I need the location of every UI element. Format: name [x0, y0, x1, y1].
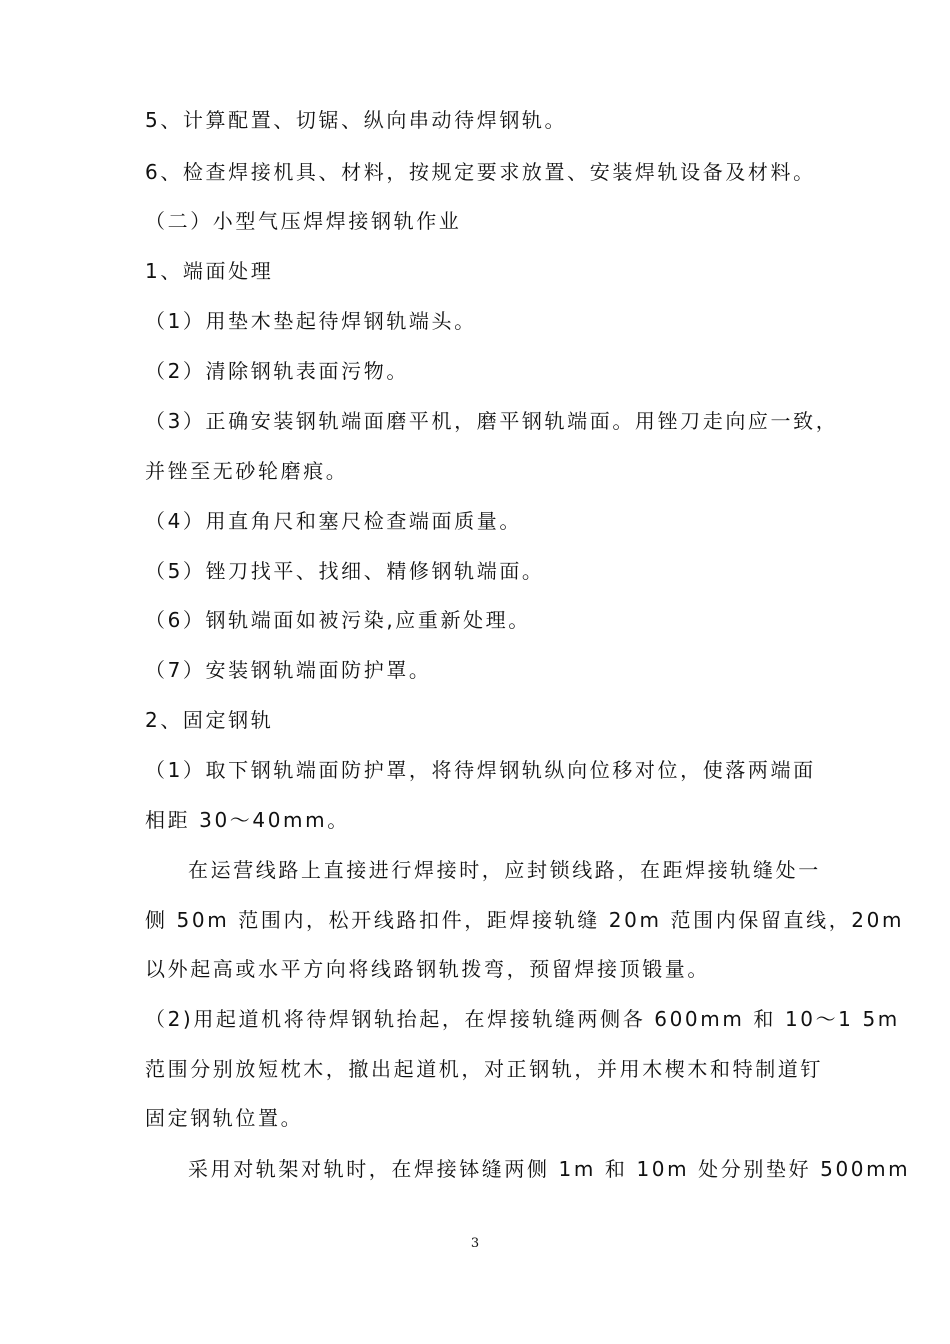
text-line: （6）钢轨端面如被污染,应重新处理。	[145, 608, 531, 632]
text-line: 固定钢轨位置。	[145, 1106, 304, 1130]
text-line: 5、计算配置、切锯、纵向串动待焊钢轨。	[145, 108, 568, 132]
text-line: （1）用垫木垫起待焊钢轨端头。	[145, 309, 477, 333]
subsection-heading: 1、端面处理	[145, 259, 274, 283]
page-number: 3	[470, 1236, 480, 1251]
text-line: （1）取下钢轨端面防护罩，将待焊钢轨纵向位移对位，使落两端面	[145, 758, 816, 782]
paragraph-line: 采用对轨架对轨时，在焊接钵缝两侧 1m 和 10m 处分别垫好 500mm	[188, 1157, 911, 1181]
subsection-heading: 2、固定钢轨	[145, 708, 274, 732]
paragraph-line: 在运营线路上直接进行焊接时，应封锁线路，在距焊接轨缝处一	[188, 858, 821, 882]
text-line: 相距 30～40mm。	[145, 808, 350, 832]
text-line: （2)用起道机将待焊钢轨抬起，在焊接轨缝两侧各 600mm 和 10～1 5m	[145, 1007, 900, 1031]
text-line: （2）清除钢轨表面污物。	[145, 359, 409, 383]
section-heading: （二）小型气压焊焊接钢轨作业	[145, 209, 462, 233]
text-line: 范围分别放短枕木，撤出起道机，对正钢轨，并用木楔木和特制道钉	[145, 1057, 823, 1081]
text-line: （7）安装钢轨端面防护罩。	[145, 658, 432, 682]
text-line: 6、检查焊接机具、材料，按规定要求放置、安装焊轨设备及材料。	[145, 160, 816, 184]
text-line: （4）用直角尺和塞尺检查端面质量。	[145, 509, 522, 533]
text-line: （5）锉刀找平、找细、精修钢轨端面。	[145, 559, 545, 583]
text-line: 并锉至无砂轮磨痕。	[145, 459, 349, 483]
text-line: 以外起高或水平方向将线路钢轨拨弯，预留焊接顶锻量。	[145, 957, 710, 981]
text-line: 侧 50m 范围内，松开线路扣件，距焊接轨缝 20m 范围内保留直线，20m	[145, 908, 905, 932]
text-line: （3）正确安装钢轨端面磨平机，磨平钢轨端面。用锉刀走向应一致，	[145, 409, 839, 433]
